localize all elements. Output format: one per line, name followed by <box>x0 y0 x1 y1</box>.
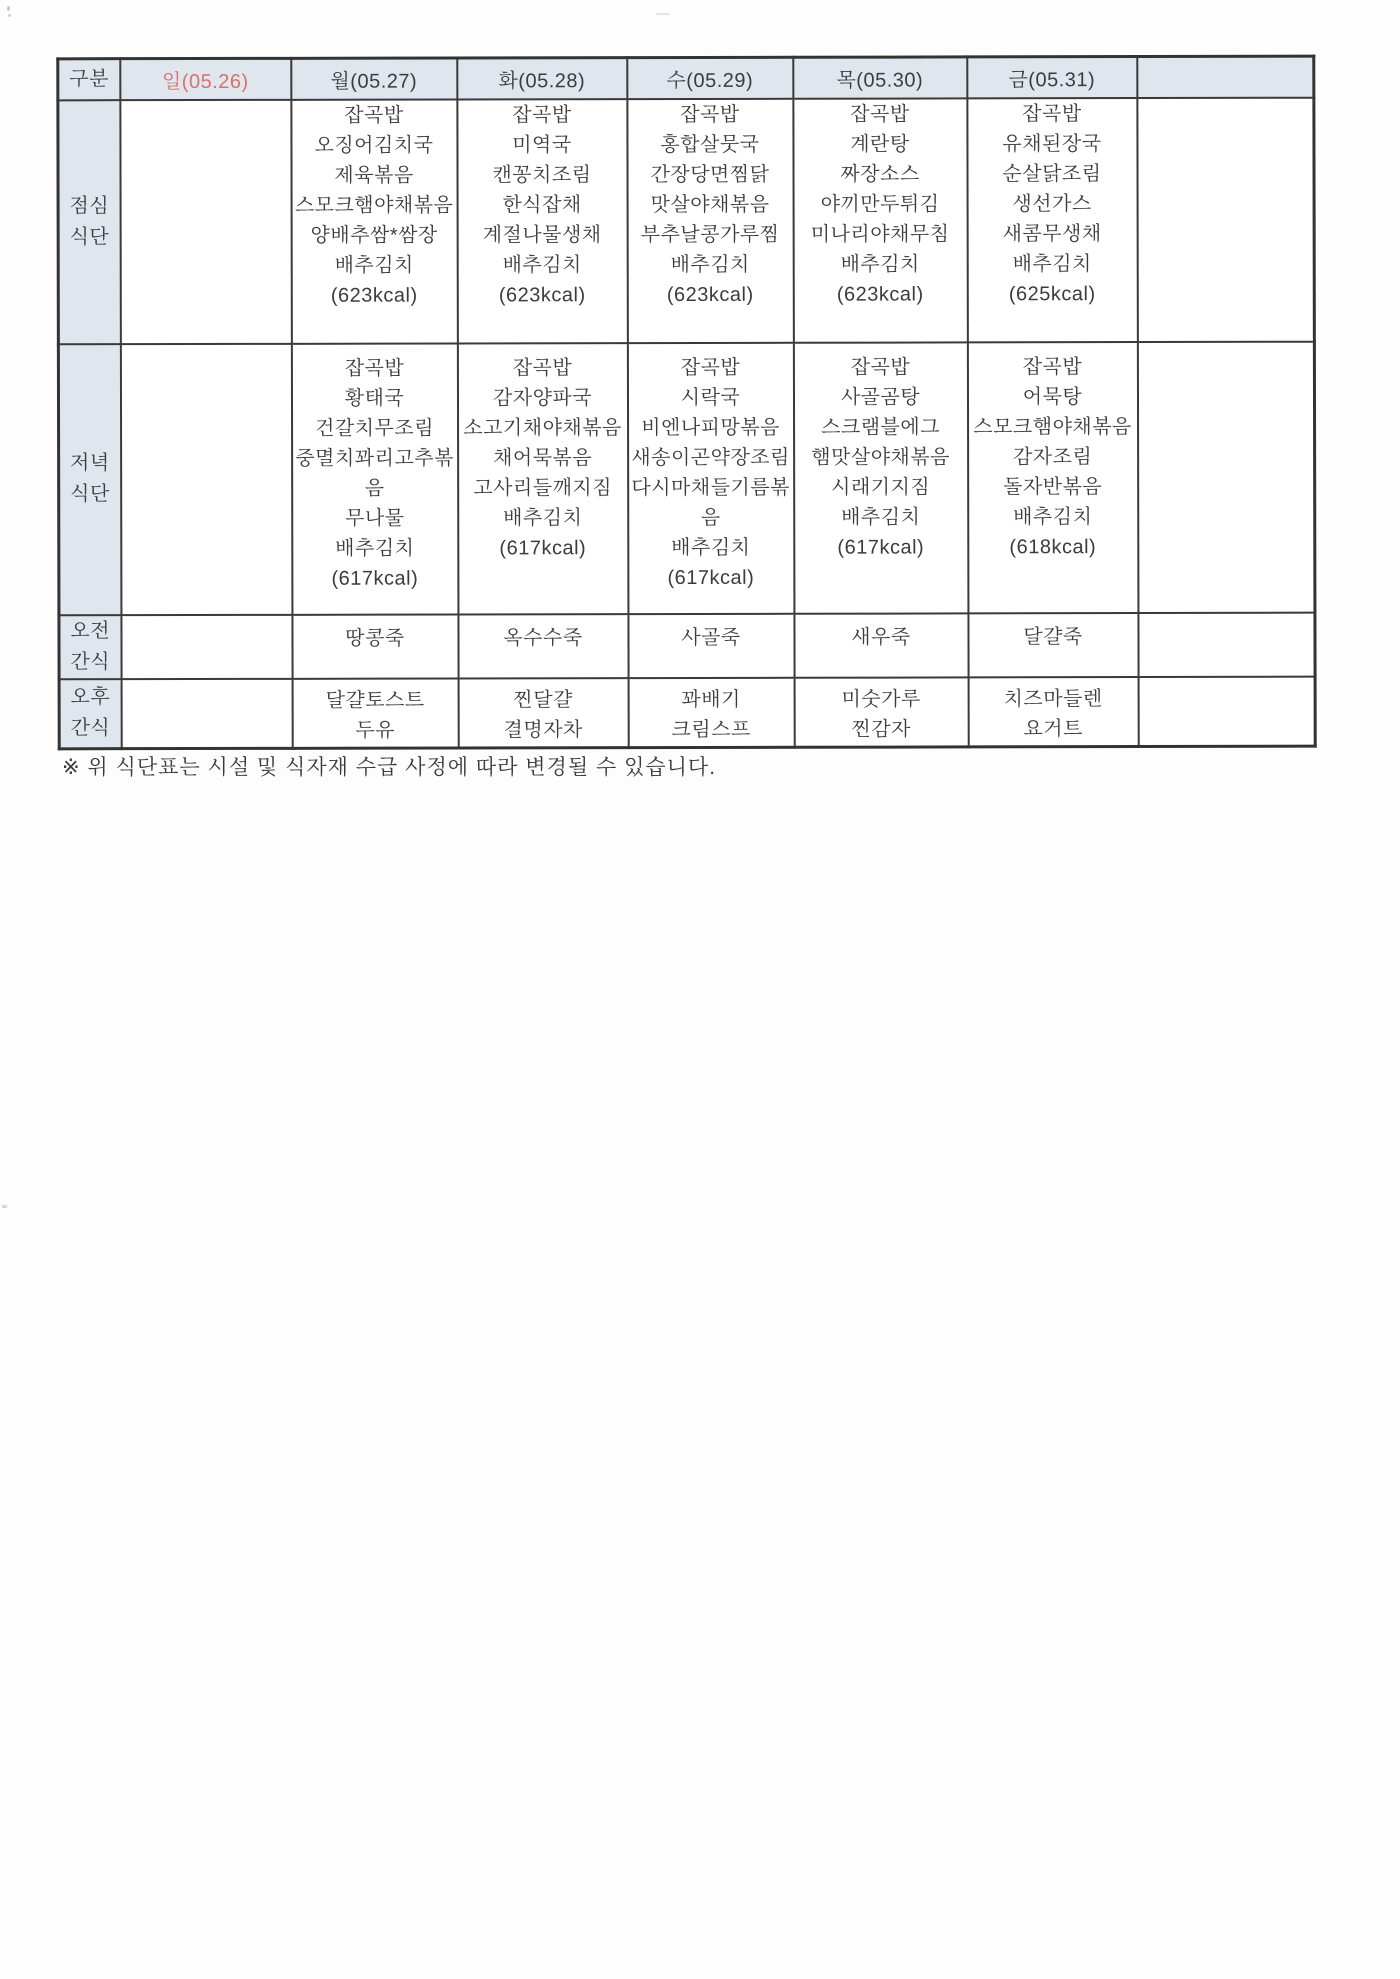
menu-item: 새콤무생채 <box>1002 222 1102 245</box>
menu-item: 잡곡밥 <box>850 103 910 126</box>
menu-item: 홍합살뭇국 <box>660 133 760 156</box>
row-label-dinner: 저녁 식단 <box>58 344 121 615</box>
meal-row-pm <box>59 676 1315 749</box>
menu-item: 황태국 <box>344 387 405 410</box>
menu-item: (618kcal) <box>1009 535 1097 558</box>
menu-item: 소고기채야채볶음 <box>463 416 622 439</box>
menu-cell-pm-tue <box>458 678 628 748</box>
menu-cell-pm-sun <box>121 678 292 748</box>
menu-item: 햄맛살야채볶음 <box>811 445 951 469</box>
menu-cell-dinner-wed <box>627 342 794 613</box>
menu-item: 시락국 <box>680 386 741 409</box>
menu-item: 비엔나피망볶음 <box>641 416 780 439</box>
menu-item: 시래기지짐 <box>831 475 931 499</box>
meal-row-am <box>59 612 1315 679</box>
menu-item: 고사리들깨지짐 <box>473 476 613 499</box>
menu-item: 배추김치 <box>502 253 582 276</box>
menu-item: (625kcal) <box>1008 282 1096 305</box>
weekly-meal-plan-table <box>56 55 1316 751</box>
menu-item: 배추김치 <box>1013 505 1093 528</box>
menu-cell-lunch-mon <box>291 99 458 343</box>
menu-item: 배추김치 <box>334 254 414 277</box>
menu-item: 제육볶음 <box>334 164 414 187</box>
menu-item: 다시마채들기름볶음 <box>631 476 790 529</box>
menu-cell-lunch-sun <box>120 99 292 343</box>
menu-item: 요거트 <box>1023 717 1083 740</box>
menu-item: 배추김치 <box>335 537 415 560</box>
menu-item: 결명자차 <box>503 718 583 741</box>
menu-item: 오징어김치국 <box>314 134 434 157</box>
menu-item: 잡곡밥 <box>512 356 573 379</box>
day-header-tue: 화(05.28) <box>457 58 627 99</box>
menu-item: (617kcal) <box>837 536 925 559</box>
menu-item: 배추김치 <box>840 253 920 276</box>
meal-row-dinner <box>58 341 1315 615</box>
menu-cell-lunch-fri <box>967 98 1138 342</box>
menu-item: (617kcal) <box>667 566 755 589</box>
menu-item: (623kcal) <box>330 284 418 307</box>
meal-table-wrap <box>56 55 1316 751</box>
menu-item: 잡곡밥 <box>680 103 740 126</box>
menu-item: 크림스프 <box>671 718 751 741</box>
menu-cell-dinner-extra <box>1137 341 1315 612</box>
menu-cell-am-tue <box>458 614 628 678</box>
menu-item: 순살닭조림 <box>1002 162 1102 185</box>
menu-item: (623kcal) <box>836 283 924 306</box>
menu-item: 두유 <box>355 719 396 742</box>
menu-item: 잡곡밥 <box>850 356 911 379</box>
menu-item: 새우죽 <box>851 626 911 649</box>
menu-item: 한식잡채 <box>502 193 582 216</box>
scan-speck <box>2 1205 7 1208</box>
menu-item: 스모크햄야채볶음 <box>294 193 454 217</box>
menu-item: 새송이곤약장조림 <box>631 446 790 469</box>
menu-item: 달걀토스트 <box>325 689 425 712</box>
menu-cell-am-thu <box>794 613 968 677</box>
menu-cell-dinner-tue <box>457 343 628 614</box>
day-header-thu: 목(05.30) <box>793 57 967 98</box>
menu-item: 어묵탕 <box>1022 385 1083 408</box>
menu-item: 잡곡밥 <box>344 357 405 380</box>
menu-cell-am-fri <box>968 613 1138 677</box>
menu-item: 미역국 <box>512 133 572 156</box>
menu-item: 배추김치 <box>671 536 751 559</box>
menu-item: 잡곡밥 <box>1022 355 1083 378</box>
menu-item: 배추김치 <box>503 506 583 529</box>
menu-item: 야끼만두튀김 <box>820 192 940 216</box>
menu-item: 계절나물생채 <box>482 223 602 246</box>
menu-item: 배추김치 <box>1012 252 1092 275</box>
menu-item: 꽈배기 <box>681 688 741 711</box>
menu-item: 캔꽁치조림 <box>492 163 592 186</box>
menu-item: 건갈치무조림 <box>315 417 435 440</box>
menu-item: 사골곰탕 <box>840 386 921 409</box>
menu-cell-lunch-thu <box>793 98 968 342</box>
menu-cell-pm-wed <box>628 677 794 747</box>
menu-item: 땅콩죽 <box>345 627 405 650</box>
menu-item: 감자조림 <box>1012 445 1093 468</box>
menu-item: 맛살야채볶음 <box>650 193 770 216</box>
menu-item: 미나리야채무침 <box>810 222 950 246</box>
menu-item: 사골죽 <box>681 626 741 649</box>
menu-cell-pm-thu <box>794 677 968 747</box>
menu-cell-dinner-fri <box>967 342 1138 613</box>
row-label-pm: 오후 간식 <box>59 679 121 749</box>
menu-cell-am-wed <box>628 613 794 677</box>
menu-cell-am-extra <box>1138 612 1315 676</box>
menu-item: (617kcal) <box>331 567 419 590</box>
menu-item: 채어묵볶음 <box>493 446 593 469</box>
menu-item: 스크램블에그 <box>821 415 941 439</box>
menu-item: 찐달걀 <box>513 688 573 711</box>
menu-cell-pm-mon <box>292 678 458 748</box>
menu-cell-pm-extra <box>1138 676 1315 746</box>
menu-item: 무나물 <box>344 507 405 530</box>
day-header-mon: 월(05.27) <box>291 58 457 99</box>
menu-item: 부추날콩가루찜 <box>640 223 780 246</box>
menu-item: 감자양파국 <box>492 386 593 409</box>
header-row <box>58 56 1314 100</box>
menu-item: 치즈마들렌 <box>1003 687 1103 710</box>
scan-speck <box>8 14 11 17</box>
scan-smudge <box>656 13 670 15</box>
row-label-am: 오전 간식 <box>59 615 121 679</box>
menu-cell-dinner-sun <box>120 343 292 614</box>
menu-item: 돌자반볶음 <box>1003 475 1103 498</box>
menu-item: (623kcal) <box>666 283 754 306</box>
menu-item: 배추김치 <box>670 253 750 276</box>
day-header-extra <box>1137 56 1314 97</box>
menu-item: 배추김치 <box>841 506 921 529</box>
day-header-fri: 금(05.31) <box>967 57 1137 98</box>
menu-cell-lunch-tue <box>457 99 628 343</box>
meal-row-lunch <box>58 97 1315 344</box>
menu-item: 유채된장국 <box>1002 132 1102 155</box>
menu-cell-am-sun <box>121 614 292 678</box>
menu-item: 간장당면찜닭 <box>650 163 770 186</box>
corner-header-gubun: 구분 <box>58 59 120 100</box>
menu-cell-dinner-thu <box>793 342 968 613</box>
menu-item: 양배추쌈*쌈장 <box>310 224 438 247</box>
menu-item: 잡곡밥 <box>344 104 404 127</box>
menu-item: 짜장소스 <box>840 163 920 186</box>
menu-item: 잡곡밥 <box>512 103 572 126</box>
menu-cell-lunch-extra <box>1137 97 1315 341</box>
scan-speck <box>7 6 10 11</box>
menu-item: 스모크햄야채볶음 <box>973 415 1132 438</box>
menu-cell-lunch-wed <box>627 98 794 342</box>
menu-item: 잡곡밥 <box>680 356 741 379</box>
menu-item: 옥수수죽 <box>503 626 583 649</box>
day-header-sun: 일(05.26) <box>120 58 291 99</box>
menu-cell-am-mon <box>292 614 458 678</box>
day-header-wed: 수(05.29) <box>627 57 793 98</box>
menu-cell-dinner-mon <box>291 343 458 614</box>
menu-item: 생선가스 <box>1012 192 1092 215</box>
menu-item: 잡곡밥 <box>1022 102 1082 125</box>
menu-item: 미숫가루 <box>841 688 921 711</box>
change-notice-footnote: ※ 위 식단표는 시설 및 식자재 수급 사정에 따라 변경될 수 있습니다. <box>62 756 717 779</box>
menu-item: 찐감자 <box>851 718 911 741</box>
menu-item: 달걀죽 <box>1023 625 1083 648</box>
menu-item: (623kcal) <box>498 283 586 306</box>
menu-item: (617kcal) <box>499 536 587 559</box>
menu-item: 중멸치꽈리고추볶음 <box>295 446 454 500</box>
row-label-lunch: 점심 식단 <box>58 100 121 344</box>
menu-cell-pm-fri <box>968 677 1138 747</box>
menu-item: 계란탕 <box>850 133 910 156</box>
